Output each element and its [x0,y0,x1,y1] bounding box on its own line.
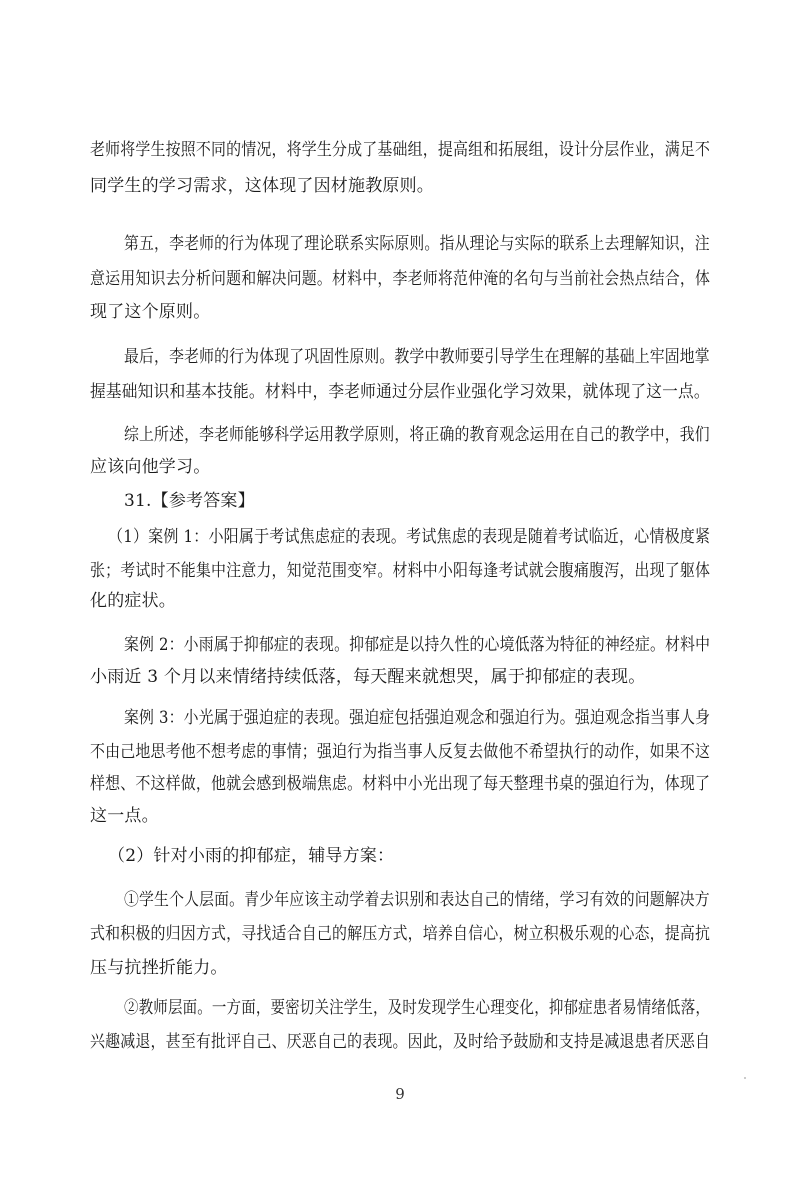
text-line: 小雨近 3 个月以来情绪持续低落，每天醒来就想哭，属于抑郁症的表现。 [90,667,646,687]
text-line: 最后，李老师的行为体现了巩固性原则。教学中教师要引导学生在理解的基础上牢固地掌 [124,347,710,367]
text-line: ②教师层面。一方面，要密切关注学生，及时发现学生心理变化，抑郁症患者易情绪低落， [124,998,710,1018]
text-line: 化的症状。 [90,591,176,611]
text-line: 压与抗挫折能力。 [90,958,228,978]
text-line: （1）案例 1：小阳属于考试焦虑症的表现。考试焦虑的表现是随着考试临近，心情极度紧 [108,527,711,547]
scan-speck [744,1077,746,1079]
text-line: 案例 2：小雨属于抑郁症的表现。抑郁症是以持久性的心境低落为特征的神经症。材料中 [124,635,711,655]
text-line: 样想、不这样做，他就会感到极端焦虑。材料中小光出现了每天整理书桌的强迫行为，体现了 [90,774,711,794]
text-line: ①学生个人层面。青少年应该主动学着去识别和表达自己的情绪，学习有效的问题解决方 [124,890,710,910]
text-line: 式和积极的归因方式，寻找适合自己的解压方式，培养自信心，树立积极乐观的心态，提高抗 [90,924,711,944]
text-line: 这一点。 [90,806,159,826]
text-line: 兴趣减退，甚至有批评自己、厌恶自己的表现。因此，及时给予鼓励和支持是减退患者厌恶自 [90,1032,711,1052]
text-line: 同学生的学习需求，这体现了因材施教原则。 [90,176,434,196]
text-line: （2）针对小雨的抑郁症，辅导方案： [108,846,395,866]
text-line: 现了这个原则。 [90,302,211,322]
text-line: 第五，李老师的行为体现了理论联系实际原则。指从理论与实际的联系上去理解知识，注 [124,234,710,254]
text-line: 握基础知识和基本技能。材料中，李老师通过分层作业强化学习效果，就体现了这一点。 [90,382,710,402]
text-line: 张；考试时不能集中注意力，知觉范围变窄。材料中小阳每逢考试就会腹痛腹泻，出现了躯体 [90,561,711,581]
text-line: 老师将学生按照不同的情况，将学生分成了基础组，提高组和拓展组，设计分层作业，满足不 [90,140,711,160]
text-line: 31.【参考答案】 [124,491,255,511]
text-line: 综上所述，李老师能够科学运用教学原则，将正确的教育观念运用在自己的教学中，我们 [124,425,710,445]
text-line: 意运用知识去分析问题和解决问题。材料中，李老师将范仲淹的名句与当前社会热点结合，体 [90,269,711,289]
page-number: 9 [395,1085,405,1103]
text-line: 案例 3：小光属于强迫症的表现。强迫症包括强迫观念和强迫行为。强迫观念指当事人身 [124,708,711,728]
text-line: 不由己地思考他不想考虑的事情；强迫行为指当事人反复去做他不希望执行的动作，如果不这 [90,742,711,762]
text-line: 应该向他学习。 [90,457,211,477]
